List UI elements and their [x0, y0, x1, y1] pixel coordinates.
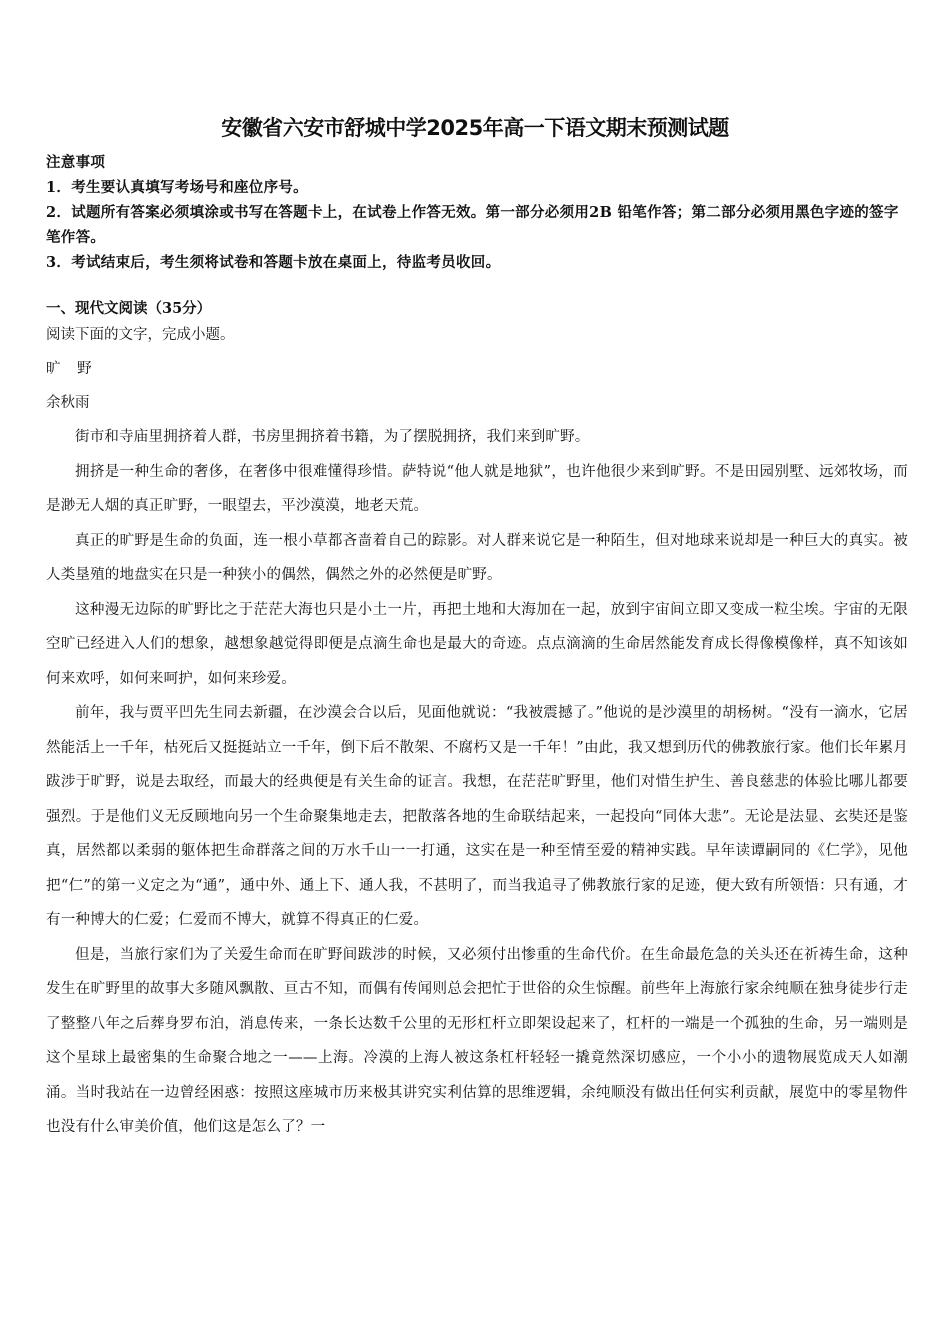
essay-paragraph: 这种漫无边际的旷野比之于茫茫大海也只是小土一片，再把土地和大海加在一起，放到宇宙间立即又变成一粒尘埃。宇宙的无限空旷已经进入人们的想象，越想象越觉得即便是点滴生命也是最大的奇迹。点点滴滴的生命居然能发育成长得像模像样，真不知该如何来欢呼，如何来呵护，如何来珍爱。	[46, 601, 908, 687]
notice-item: 3．考试结束后，考生须将试卷和答题卡放在桌面上，待监考员收回。	[46, 254, 501, 271]
notice-heading: 注意事项	[46, 154, 106, 171]
essay-paragraph: 但是，当旅行家们为了关爱生命而在旷野间跋涉的时候，又必须付出惨重的生命代价。在生命最危急的关头还在祈祷生命，这种发生在旷野里的故事大多随风飘散、亘古不知，而偶有传闻则总会把忙于世俗的众生惊醒。前些年上海旅行家余纯顺在独身徒步行走了整整八年之后葬身罗布泊，消息传来，一条长达数千公里的无形杠杆立即架设起来了，杠杆的一端是一个孤独的生命，另一端则是这个星球上最密集的生命聚合地之一——上海。冷漠的上海人被这条杠杆轻轻一撬竟然深切感应，一个小小的遗物展览成天人如潮涌。当时我站在一边曾经困惑：按照这座城市历来极其讲究实利估算的思维逻辑，余纯顺没有做出任何实利贡献，展览中的零星物件也没有什么审美价值，他们这是怎么了？一	[46, 946, 908, 1135]
essay-paragraph: 拥挤是一种生命的奢侈，在奢侈中很难懂得珍惜。萨特说“他人就是地狱”，也许他很少来到旷野。不是田园别墅、远郊牧场，而是渺无人烟的真正旷野，一眼望去，平沙漠漠，地老天荒。	[46, 463, 908, 514]
essay-paragraph: 街市和寺庙里拥挤着人群，书房里拥挤着书籍，为了摆脱拥挤，我们来到旷野。	[75, 429, 590, 445]
section-heading: 一、现代文阅读（35分）	[46, 300, 212, 317]
essay-author: 余秋雨	[46, 395, 90, 411]
notice-item: 2．试题所有答案必须填涂或书写在答题卡上，在试卷上作答无效。第一部分必须用2B 铅笔作答；第二部分必须用黑色字迹的签字笔作答。	[46, 204, 899, 246]
notice-block	[46, 150, 908, 275]
reading-instruction: 阅读下面的文字，完成小题。	[46, 327, 235, 343]
essay-body	[46, 420, 908, 1145]
essay-paragraph: 真正的旷野是生命的负面，连一根小草都吝啬着自己的踪影。对人群来说它是一种陌生，但对地球来说却是一种巨大的真实。被人类垦殖的地盘实在只是一种狭小的偶然，偶然之外的必然便是旷野。	[46, 532, 908, 583]
exam-title: 安徽省六安市舒城中学2025年高一下语文期末预测试题	[221, 116, 729, 140]
notice-item: 1．考生要认真填写考场号和座位序号。	[46, 179, 308, 196]
essay-paragraph: 前年，我与贾平凹先生同去新疆，在沙漠会合以后，见面他就说：“我被震撼了。”他说的是沙漠里的胡杨树。“没有一滴水，它居然能活上一千年，枯死后又挺挺站立一千年，倒下后不散架、不腐朽又是一千年！”由此，我又想到历代的佛教旅行家。他们长年累月跋涉于旷野，说是去取经，而最大的经典便是有关生命的证言。我想，在茫茫旷野里，他们对惜生护生、善良慈悲的体验比哪儿都要强烈。于是他们义无反顾地向另一个生命聚集地走去，把散落各地的生命联结起来，一起投向“同体大悲”。无论是法显、玄奘还是鉴真，居然都以柔弱的躯体把生命群落之间的万水千山一一打通，这实在是一种至情至爱的精神实践。早年读谭嗣同的《仁学》，见他把“仁”的第一义定之为“通”，通中外、通上下、通人我，不甚明了，而当我追寻了佛教旅行家的足迹，便大致有所领悟：只有通，才有一种博大的仁爱；仁爱而不博大，就算不得真正的仁爱。	[46, 705, 908, 928]
essay-title: 旷 野	[46, 361, 98, 377]
